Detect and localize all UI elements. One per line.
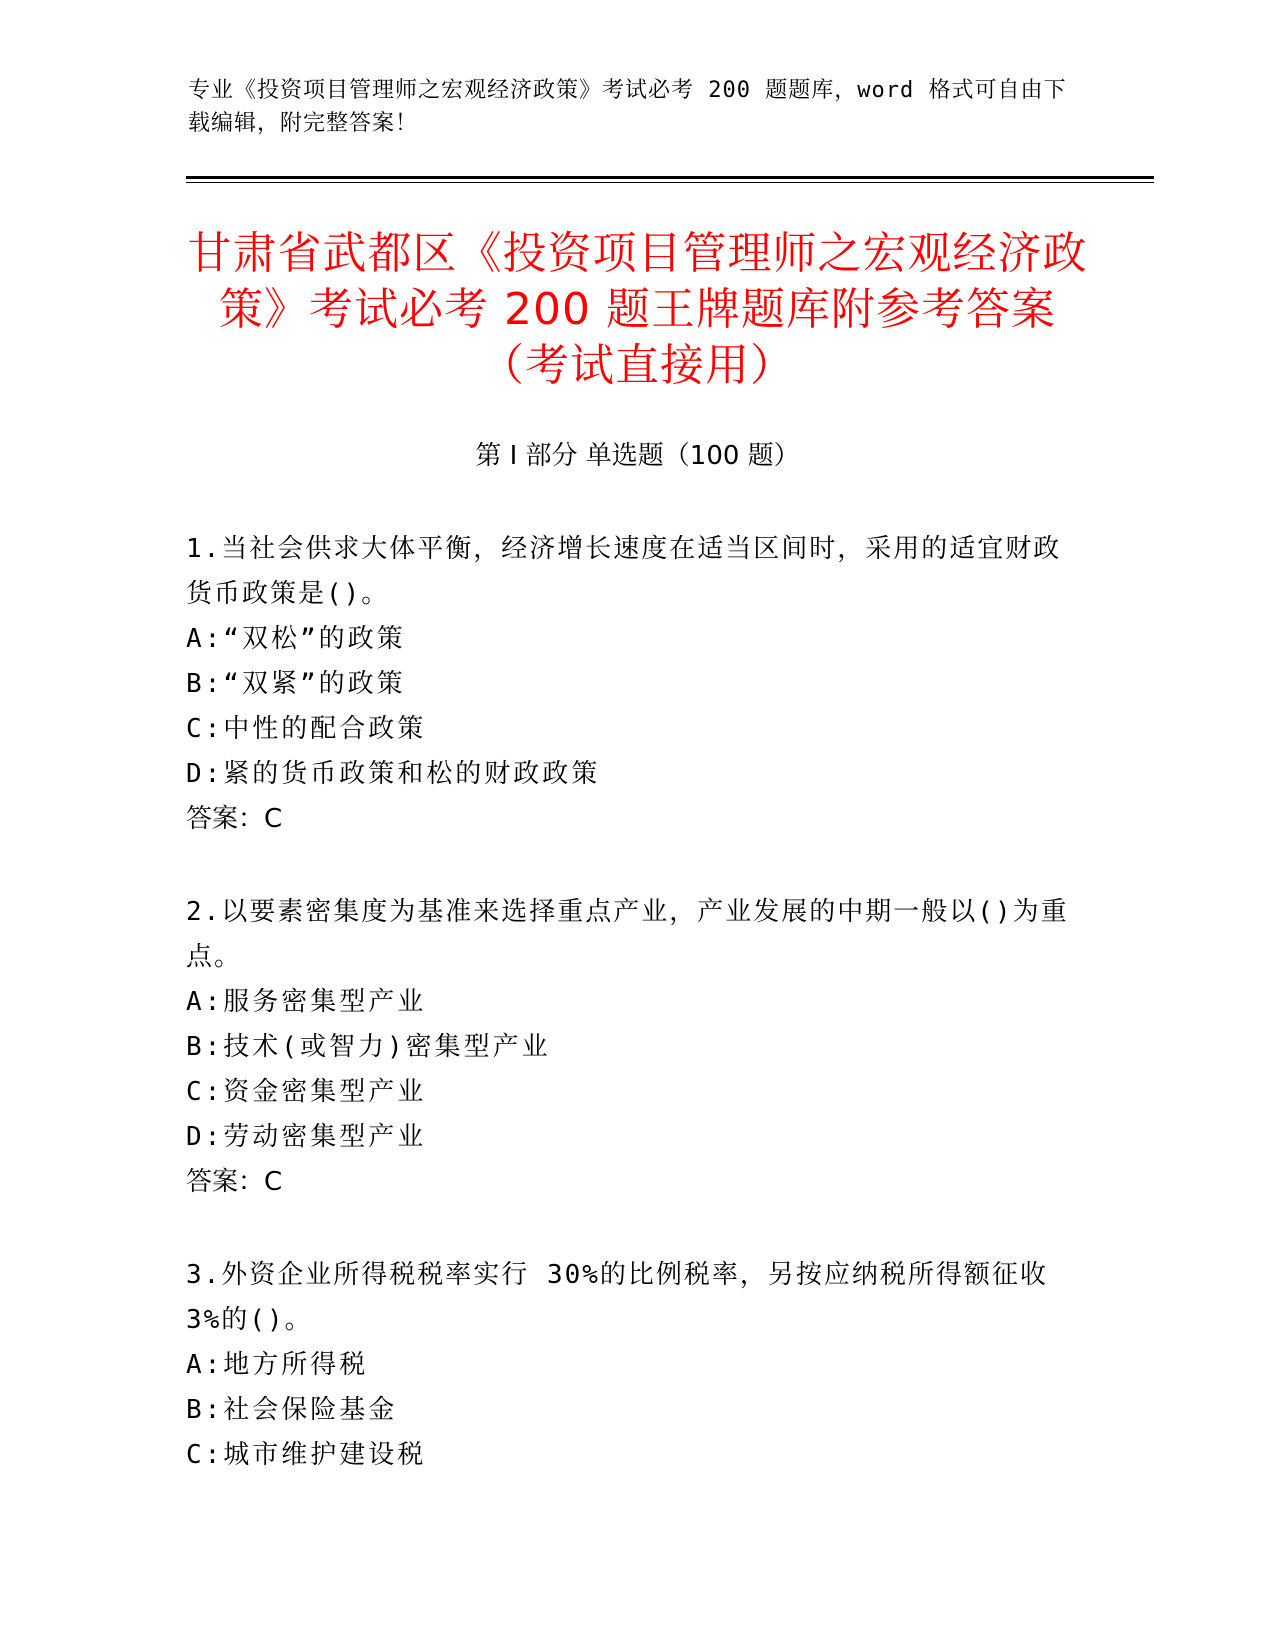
section-title: 第 I 部分 单选题（100 题） xyxy=(475,441,800,471)
question-text: 3.外资企业所得税税率实行 30%的比例税率，另按应纳税所得额征收 3%的()。 xyxy=(186,1260,1048,1335)
option-d: D:劳动密集型产业 xyxy=(186,1122,427,1152)
question-1 xyxy=(186,527,1086,842)
question-text: 1.当社会供求大体平衡，经济增长速度在适当区间时，采用的适宜财政货币政策是()。 xyxy=(186,534,1062,609)
option-a: A:地方所得税 xyxy=(186,1350,369,1380)
option-a: A:服务密集型产业 xyxy=(186,987,427,1017)
question-2 xyxy=(186,890,1086,1205)
option-a: A:“双松”的政策 xyxy=(186,624,406,654)
option-d: D:紧的货币政策和松的财政政策 xyxy=(186,759,601,789)
question-3 xyxy=(186,1253,1086,1478)
header-note: 专业《投资项目管理师之宏观经济政策》考试必考 200 题题库，word 格式可自由下载编辑，附完整答案！ xyxy=(188,78,1067,136)
header-rule-thick xyxy=(186,176,1154,179)
option-c: C:资金密集型产业 xyxy=(186,1077,427,1107)
option-b: B:社会保险基金 xyxy=(186,1395,398,1425)
answer: 答案：C xyxy=(186,1167,283,1197)
document-title: 甘肃省武都区《投资项目管理师之宏观经济政策》考试必考 200 题王牌题库附参考答案（考试直接用） xyxy=(187,228,1088,391)
option-c: C:中性的配合政策 xyxy=(186,714,427,744)
option-b: B:技术(或智力)密集型产业 xyxy=(186,1032,551,1062)
option-c: C:城市维护建设税 xyxy=(186,1440,427,1470)
option-b: B:“双紧”的政策 xyxy=(186,669,406,699)
question-text: 2.以要素密集度为基准来选择重点产业，产业发展的中期一般以()为重点。 xyxy=(186,897,1069,972)
answer: 答案：C xyxy=(186,804,283,834)
header-rule-thin xyxy=(186,182,1154,183)
